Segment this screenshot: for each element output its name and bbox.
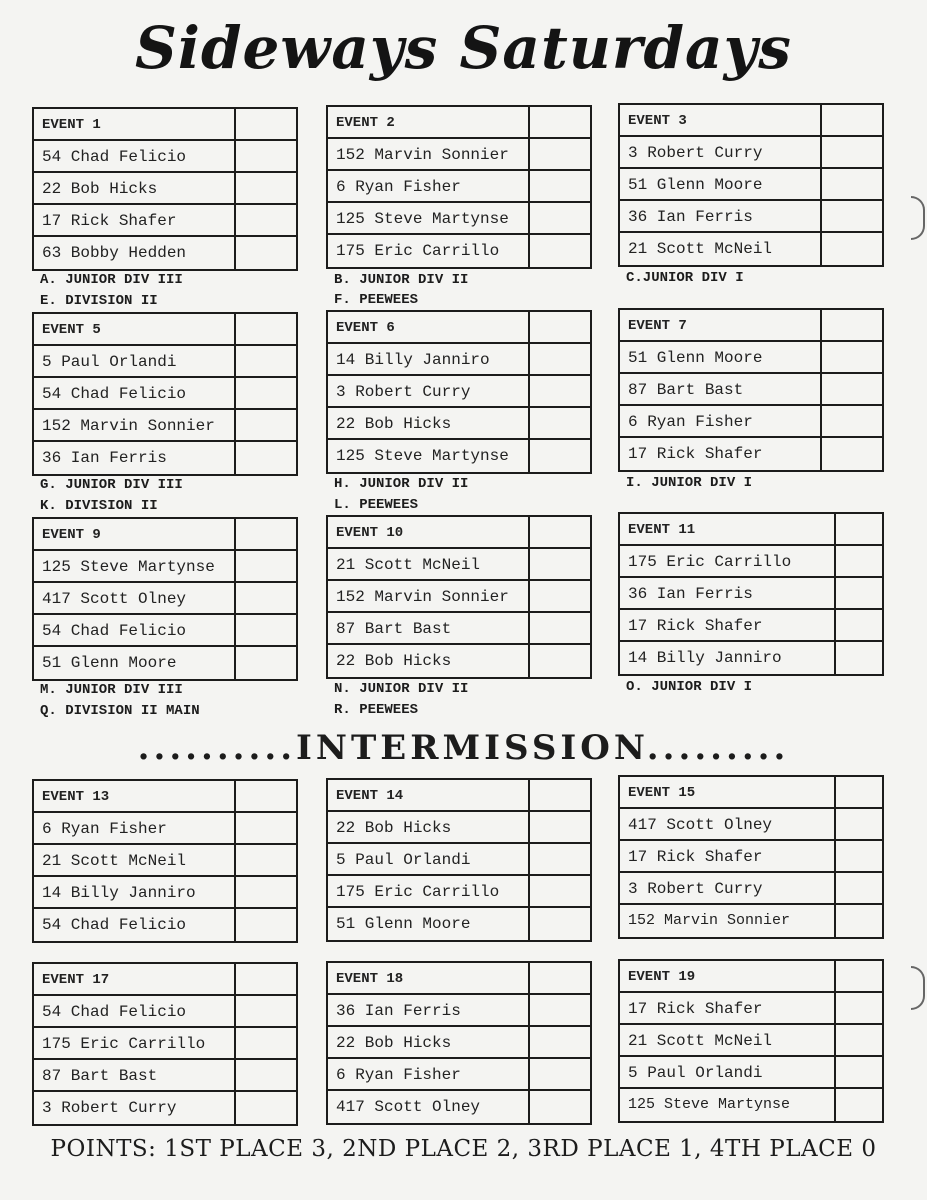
score-cell[interactable] (530, 312, 590, 342)
racer-name: 14 Billy Janniro (34, 877, 236, 907)
score-cell[interactable] (530, 376, 590, 406)
racer-name: 36 Ian Ferris (620, 201, 822, 231)
racer-row (34, 615, 296, 647)
racer-row (328, 344, 590, 376)
racer-row (620, 169, 882, 201)
racer-row (34, 877, 296, 909)
division-label-a: A. JUNIOR DIV III (40, 272, 183, 288)
racer-row (34, 909, 296, 941)
table-header-row (328, 107, 590, 139)
racer-row (620, 1089, 882, 1121)
table-header-row (328, 780, 590, 812)
racer-name: 54 Chad Felicio (34, 996, 236, 1026)
division-label-e: E. DIVISION II (40, 293, 158, 309)
score-cell[interactable] (530, 171, 590, 201)
score-cell[interactable] (822, 105, 882, 135)
racer-name: 152 Marvin Sonnier (620, 905, 836, 937)
racer-name: 17 Rick Shafer (620, 993, 836, 1023)
racer-row (34, 410, 296, 442)
score-cell[interactable] (836, 809, 882, 839)
division-label-q: Q. DIVISION II MAIN (40, 703, 200, 719)
event-header: EVENT 1 (34, 109, 236, 139)
score-cell[interactable] (236, 781, 296, 811)
score-cell[interactable] (530, 235, 590, 267)
racer-name: 51 Glenn Moore (328, 908, 530, 940)
racer-row (34, 378, 296, 410)
racer-row (620, 873, 882, 905)
racer-row (328, 203, 590, 235)
division-label-g: G. JUNIOR DIV III (40, 477, 183, 493)
racer-name: 22 Bob Hicks (328, 645, 530, 677)
racer-row (34, 813, 296, 845)
racer-row (620, 905, 882, 937)
table-header-row (328, 312, 590, 344)
score-cell[interactable] (236, 647, 296, 679)
racer-name: 22 Bob Hicks (328, 812, 530, 842)
score-cell[interactable] (236, 519, 296, 549)
score-cell[interactable] (822, 169, 882, 199)
score-cell[interactable] (822, 438, 882, 470)
score-cell[interactable] (236, 141, 296, 171)
racer-name: 5 Paul Orlandi (620, 1057, 836, 1087)
racer-name: 17 Rick Shafer (620, 841, 836, 871)
racer-name: 6 Ryan Fisher (620, 406, 822, 436)
racer-row (620, 610, 882, 642)
event-11-table (618, 512, 884, 676)
racer-row (328, 549, 590, 581)
event-header: EVENT 2 (328, 107, 530, 137)
binder-ring-icon (911, 966, 925, 1010)
racer-row (34, 237, 296, 269)
score-cell[interactable] (530, 139, 590, 169)
racer-name: 417 Scott Olney (620, 809, 836, 839)
score-cell[interactable] (836, 1057, 882, 1087)
racer-name: 22 Bob Hicks (34, 173, 236, 203)
score-cell[interactable] (530, 1027, 590, 1057)
score-cell[interactable] (836, 610, 882, 640)
table-header-row (620, 961, 882, 993)
racer-row (328, 613, 590, 645)
score-cell[interactable] (836, 873, 882, 903)
division-label-f: F. PEEWEES (334, 292, 419, 308)
racer-row (34, 442, 296, 474)
racer-row (620, 1025, 882, 1057)
racer-name: 125 Steve Martynse (620, 1089, 836, 1121)
racer-name: 417 Scott Olney (34, 583, 236, 613)
intermission-banner: ..........INTERMISSION......... (137, 728, 790, 768)
racer-row (620, 809, 882, 841)
points-legend: POINTS: 1ST PLACE 3, 2ND PLACE 2, 3RD PLACE 1, 4TH PLACE 0 (50, 1136, 877, 1162)
score-cell[interactable] (822, 137, 882, 167)
table-header-row (620, 777, 882, 809)
racer-row (328, 1059, 590, 1091)
score-cell[interactable] (530, 203, 590, 233)
racer-name: 14 Billy Janniro (620, 642, 836, 674)
racer-row (328, 812, 590, 844)
racer-name: 125 Steve Martynse (34, 551, 236, 581)
event-19-table (618, 959, 884, 1123)
score-cell[interactable] (836, 777, 882, 807)
racer-name: 3 Robert Curry (620, 137, 822, 167)
score-cell[interactable] (236, 615, 296, 645)
event-header: EVENT 3 (620, 105, 822, 135)
event-15-table (618, 775, 884, 939)
racer-row (328, 408, 590, 440)
racer-row (34, 173, 296, 205)
racer-row (34, 996, 296, 1028)
racer-name: 51 Glenn Moore (620, 342, 822, 372)
racer-name: 175 Eric Carrillo (328, 235, 530, 267)
event-18-table (326, 961, 592, 1125)
racer-row (328, 645, 590, 677)
event-2-table (326, 105, 592, 269)
event-5-table (32, 312, 298, 476)
racer-row (328, 440, 590, 472)
racer-name: 417 Scott Olney (328, 1091, 530, 1123)
score-cell[interactable] (530, 549, 590, 579)
score-cell[interactable] (236, 1092, 296, 1124)
racer-name: 54 Chad Felicio (34, 141, 236, 171)
event-header: EVENT 14 (328, 780, 530, 810)
score-cell[interactable] (236, 237, 296, 269)
score-cell[interactable] (530, 344, 590, 374)
racer-name: 36 Ian Ferris (328, 995, 530, 1025)
score-cell[interactable] (236, 378, 296, 408)
score-cell[interactable] (822, 201, 882, 231)
event-header: EVENT 19 (620, 961, 836, 991)
score-cell[interactable] (530, 844, 590, 874)
score-cell[interactable] (236, 346, 296, 376)
racer-row (34, 1060, 296, 1092)
racer-row (620, 233, 882, 265)
score-cell[interactable] (530, 645, 590, 677)
score-cell[interactable] (530, 876, 590, 906)
racer-row (328, 995, 590, 1027)
division-label-i: I. JUNIOR DIV I (626, 475, 753, 491)
table-header-row (34, 781, 296, 813)
racer-name: 22 Bob Hicks (328, 408, 530, 438)
racer-name: 17 Rick Shafer (620, 610, 836, 640)
racer-row (620, 993, 882, 1025)
racer-row (328, 376, 590, 408)
score-cell[interactable] (530, 581, 590, 611)
racer-name: 3 Robert Curry (328, 376, 530, 406)
racer-name: 125 Steve Martynse (328, 440, 530, 472)
score-cell[interactable] (530, 517, 590, 547)
score-cell[interactable] (836, 1025, 882, 1055)
racer-name: 17 Rick Shafer (34, 205, 236, 235)
event-header: EVENT 10 (328, 517, 530, 547)
score-cell[interactable] (836, 961, 882, 991)
event-header: EVENT 17 (34, 964, 236, 994)
score-cell[interactable] (236, 583, 296, 613)
event-header: EVENT 11 (620, 514, 836, 544)
table-header-row (34, 314, 296, 346)
racer-row (620, 438, 882, 470)
racer-name: 36 Ian Ferris (620, 578, 836, 608)
racer-row (34, 551, 296, 583)
score-cell[interactable] (530, 408, 590, 438)
event-header: EVENT 7 (620, 310, 822, 340)
score-cell[interactable] (236, 410, 296, 440)
event-header: EVENT 9 (34, 519, 236, 549)
score-cell[interactable] (236, 877, 296, 907)
racer-row (328, 171, 590, 203)
score-cell[interactable] (236, 551, 296, 581)
score-cell[interactable] (836, 905, 882, 937)
racer-row (620, 841, 882, 873)
racer-row (620, 406, 882, 438)
racer-row (620, 1057, 882, 1089)
racer-name: 3 Robert Curry (620, 873, 836, 903)
table-header-row (34, 109, 296, 141)
racer-name: 21 Scott McNeil (620, 1025, 836, 1055)
racer-name: 36 Ian Ferris (34, 442, 236, 474)
racer-row (328, 581, 590, 613)
score-cell[interactable] (530, 963, 590, 993)
score-cell[interactable] (836, 578, 882, 608)
score-cell[interactable] (236, 1028, 296, 1058)
racer-name: 152 Marvin Sonnier (34, 410, 236, 440)
racer-row (620, 374, 882, 406)
score-cell[interactable] (822, 374, 882, 404)
score-cell[interactable] (236, 314, 296, 344)
event-header: EVENT 6 (328, 312, 530, 342)
racer-name: 21 Scott McNeil (328, 549, 530, 579)
table-header-row (328, 517, 590, 549)
score-cell[interactable] (530, 440, 590, 472)
score-cell[interactable] (530, 1091, 590, 1123)
racer-row (34, 647, 296, 679)
racer-name: 5 Paul Orlandi (34, 346, 236, 376)
racer-row (34, 1092, 296, 1124)
score-cell[interactable] (530, 780, 590, 810)
score-cell[interactable] (836, 546, 882, 576)
racer-name: 51 Glenn Moore (34, 647, 236, 679)
racer-name: 54 Chad Felicio (34, 378, 236, 408)
table-header-row (328, 963, 590, 995)
division-label-o: O. JUNIOR DIV I (626, 679, 753, 695)
event-6-table (326, 310, 592, 474)
racer-row (34, 1028, 296, 1060)
division-label-h: H. JUNIOR DIV II (334, 476, 469, 492)
racer-name: 54 Chad Felicio (34, 615, 236, 645)
score-cell[interactable] (530, 812, 590, 842)
event-17-table (32, 962, 298, 1126)
binder-ring-icon (911, 196, 925, 240)
score-cell[interactable] (236, 813, 296, 843)
page-title: Sideways Saturdays (135, 14, 792, 82)
table-header-row (620, 310, 882, 342)
racer-name: 175 Eric Carrillo (34, 1028, 236, 1058)
score-cell[interactable] (836, 642, 882, 674)
racer-name: 14 Billy Janniro (328, 344, 530, 374)
racer-row (620, 578, 882, 610)
racer-name: 17 Rick Shafer (620, 438, 822, 470)
event-header: EVENT 18 (328, 963, 530, 993)
table-header-row (34, 964, 296, 996)
score-cell[interactable] (822, 310, 882, 340)
score-cell[interactable] (236, 996, 296, 1026)
score-cell[interactable] (822, 342, 882, 372)
score-cell[interactable] (236, 845, 296, 875)
score-cell[interactable] (236, 173, 296, 203)
event-header: EVENT 15 (620, 777, 836, 807)
score-cell[interactable] (236, 1060, 296, 1090)
score-cell[interactable] (236, 205, 296, 235)
racer-row (328, 1091, 590, 1123)
racer-name: 6 Ryan Fisher (328, 1059, 530, 1089)
score-cell[interactable] (530, 613, 590, 643)
score-cell[interactable] (530, 107, 590, 137)
score-cell[interactable] (836, 514, 882, 544)
racer-row (620, 546, 882, 578)
racer-name: 21 Scott McNeil (620, 233, 822, 265)
division-label-c: C.JUNIOR DIV I (626, 270, 744, 286)
score-cell[interactable] (822, 233, 882, 265)
racer-row (34, 205, 296, 237)
racer-name: 87 Bart Bast (620, 374, 822, 404)
racer-row (620, 642, 882, 674)
event-3-table (618, 103, 884, 267)
racer-name: 3 Robert Curry (34, 1092, 236, 1124)
racer-name: 87 Bart Bast (34, 1060, 236, 1090)
division-label-r: R. PEEWEES (334, 702, 419, 718)
racer-row (328, 876, 590, 908)
racer-name: 125 Steve Martynse (328, 203, 530, 233)
table-header-row (34, 519, 296, 551)
score-cell[interactable] (836, 993, 882, 1023)
racer-name: 51 Glenn Moore (620, 169, 822, 199)
event-header: EVENT 5 (34, 314, 236, 344)
score-cell[interactable] (236, 109, 296, 139)
score-cell[interactable] (236, 909, 296, 941)
racer-row (328, 844, 590, 876)
racer-row (328, 908, 590, 940)
event-1-table (32, 107, 298, 271)
racer-name: 6 Ryan Fisher (34, 813, 236, 843)
racer-row (34, 141, 296, 173)
racer-row (620, 342, 882, 374)
racer-name: 152 Marvin Sonnier (328, 581, 530, 611)
event-9-table (32, 517, 298, 681)
racer-name: 63 Bobby Hedden (34, 237, 236, 269)
event-14-table (326, 778, 592, 942)
racer-row (34, 845, 296, 877)
racer-row (328, 139, 590, 171)
racer-name: 21 Scott McNeil (34, 845, 236, 875)
racer-name: 5 Paul Orlandi (328, 844, 530, 874)
table-header-row (620, 514, 882, 546)
division-label-n: N. JUNIOR DIV II (334, 681, 469, 697)
table-header-row (620, 105, 882, 137)
racer-name: 152 Marvin Sonnier (328, 139, 530, 169)
racer-row (620, 201, 882, 233)
score-cell[interactable] (530, 908, 590, 940)
racer-row (328, 1027, 590, 1059)
division-label-m: M. JUNIOR DIV III (40, 682, 183, 698)
racer-name: 6 Ryan Fisher (328, 171, 530, 201)
racer-row (34, 346, 296, 378)
event-header: EVENT 13 (34, 781, 236, 811)
division-label-k: K. DIVISION II (40, 498, 158, 514)
racer-name: 175 Eric Carrillo (328, 876, 530, 906)
score-cell[interactable] (836, 841, 882, 871)
division-label-b: B. JUNIOR DIV II (334, 272, 469, 288)
score-cell[interactable] (530, 1059, 590, 1089)
score-cell[interactable] (236, 964, 296, 994)
racer-row (34, 583, 296, 615)
score-cell[interactable] (836, 1089, 882, 1121)
racer-row (620, 137, 882, 169)
racer-name: 175 Eric Carrillo (620, 546, 836, 576)
event-13-table (32, 779, 298, 943)
racer-row (328, 235, 590, 267)
event-7-table (618, 308, 884, 472)
division-label-l: L. PEEWEES (334, 497, 419, 513)
racer-name: 87 Bart Bast (328, 613, 530, 643)
event-10-table (326, 515, 592, 679)
score-cell[interactable] (822, 406, 882, 436)
racer-name: 54 Chad Felicio (34, 909, 236, 941)
score-cell[interactable] (530, 995, 590, 1025)
racer-name: 22 Bob Hicks (328, 1027, 530, 1057)
score-cell[interactable] (236, 442, 296, 474)
